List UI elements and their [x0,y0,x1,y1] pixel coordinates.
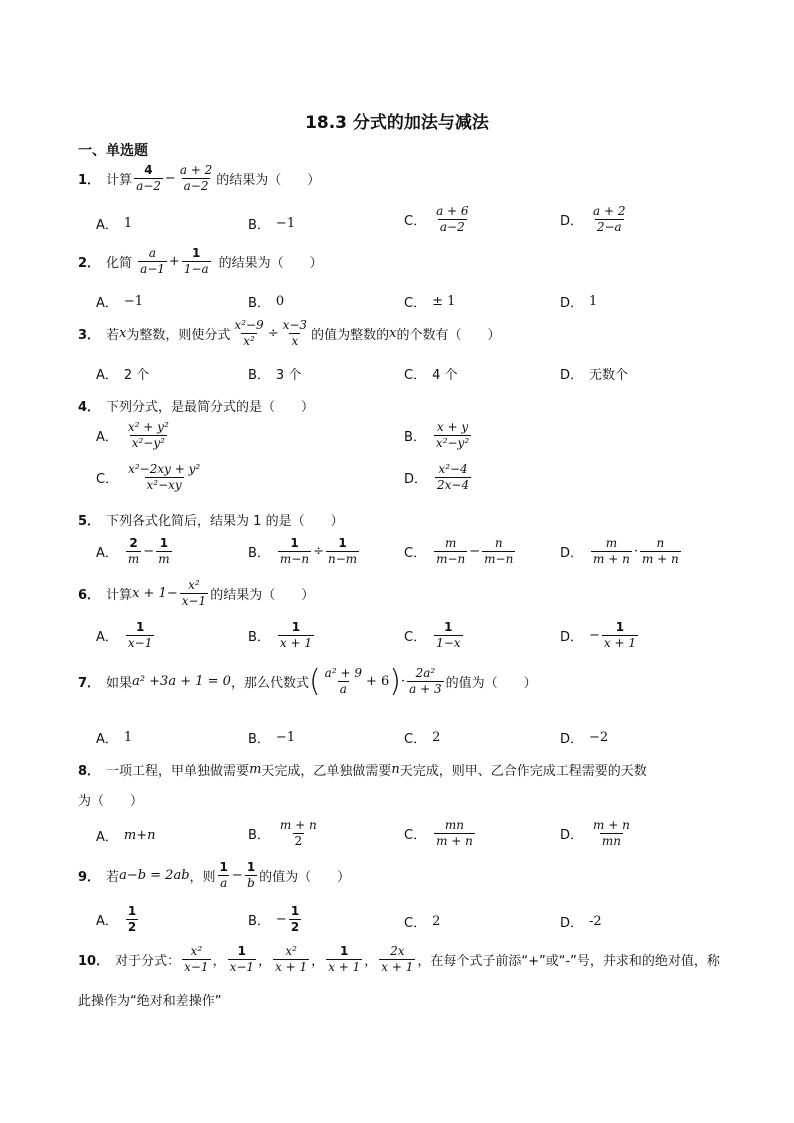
option-d[interactable]: D． -2 [560,914,602,931]
option-d[interactable]: D． x²−4 2x−4 [404,462,470,492]
question-number: 6． [78,588,101,603]
question-2: 2． 化简 a a−1 + $\frac{1}{1-a}$ 的结果为（ ） [78,246,323,276]
option-b[interactable]: B． 3 个 [248,368,302,383]
question-text: 下列分式，是最简分式的是（ ） [106,400,315,415]
option-b[interactable]: B． x + y x²−y² [404,420,470,450]
option-c[interactable]: C． 1 1−x [404,620,461,650]
option-a[interactable]: A． −1 [96,294,144,311]
option-d[interactable]: D． m m + n · n m + n [560,536,679,566]
option-d[interactable]: D． m + n mn [560,818,630,848]
question-text: 计算 [106,173,133,188]
option-c[interactable]: C． 2 [404,914,441,931]
option-c[interactable]: C． mn m + n [404,818,473,848]
question-4 [78,396,314,415]
question-number: 10． [78,954,110,969]
question-9: 9． 若 a−b = 2ab ，则 1 a − $\frac{1}{b}$ 的值为（ ） [78,860,351,890]
option-a[interactable]: A． 2 m − $\frac{1}{m}$ [96,536,170,566]
option-b[interactable]: B． −1 [248,730,296,747]
question-number: 9． [78,870,101,885]
option-c[interactable]: C． a + 6 a−2 [404,204,469,234]
option-a[interactable]: A． 1 2 [96,904,137,934]
option-a[interactable]: A． x² + y² x²−y² [96,420,169,450]
question-8: 8． 一项工程，甲单独做需要 m 天完成，乙单独做需要 n 天完成，则甲、乙合作完成工程需要的天数 [78,762,647,779]
question-number: 8． [78,764,101,779]
question-number: 4． [78,400,101,415]
option-b[interactable]: B． 0 [248,294,285,311]
option-d[interactable]: D． 无数个 [560,368,629,383]
option-d[interactable]: D． 1 [560,294,598,311]
option-c[interactable]: C． ± 1 [404,294,456,311]
option-a[interactable]: A． m+n [96,828,156,845]
question-number: 1． [78,173,101,188]
option-a[interactable]: A． 2 个 [96,368,150,383]
question-number: 2． [78,256,101,271]
question-1: 1． 计算 4 a−2 − $\frac{a + 2}{a-2}$ 的结果为（ ） [78,163,321,193]
fraction: 4 a−2 [136,163,161,193]
option-c[interactable]: C． m m−n − $\frac{n}{m-n}$ [404,536,514,566]
question-10: 10． 对于分式： x² x−1 ， 1 x−1 ， x² x + 1 ， 1 x + 1 ， 2x x + 1 ，在每个式子前添“+”或“-”号，并求和的绝对值，称 [78,944,720,974]
question-text: 下列各式化简后，结果为 1 的是（ ） [106,514,344,529]
question-text: 的结果为（ ） [216,173,321,188]
option-a[interactable]: A． 1 [96,730,133,747]
question-6: 6． 计算 x + 1− $\frac{\text{x²}}{x-1}$ 的结果为（ ） [78,578,315,608]
option-c[interactable]: C． 2 [404,730,441,747]
option-d[interactable]: D． −2 [560,730,609,747]
question-5 [78,510,344,529]
question-number: 5． [78,514,101,529]
option-d[interactable]: D． a + 2 2−a [560,204,626,234]
option-b[interactable]: B． − $\frac{1}{2}$ [248,904,300,934]
option-b[interactable]: B． 1 x + 1 [248,620,313,650]
question-text: 此操作为“绝对和差操作” [78,994,222,1009]
option-c[interactable]: C． 4 个 [404,368,458,383]
option-d[interactable]: D． − $\frac{1}{x + 1}$ [560,620,637,650]
question-text: 为（ ） [78,794,144,809]
option-c[interactable]: C． x²−2xy + y² x²−xy [96,462,201,492]
option-a[interactable]: A． 1 [96,216,133,233]
question-text: 的结果为（ ） [218,256,323,271]
section-heading: 一、单选题 [78,143,148,159]
fraction: $\frac{a + 2}{a-2}$ [179,163,213,193]
question-text: 化简 [106,256,133,271]
question-7: 7． 如果 a² +3a + 1 = 0 ，那么代数式 ( a² + 9 a + 6 ) · 2a² a + 3 的值为（ ） [78,663,537,699]
option-b[interactable]: B． m + n 2 [248,818,317,848]
option-b[interactable]: B． −1 [248,216,296,233]
option-a[interactable]: A． 1 x−1 [96,620,153,650]
question-number: 7． [78,676,101,691]
option-b[interactable]: B． $\frac{1}{m-n}$ ÷ $\frac{1}{n-m}$ [248,536,358,566]
page-title: 18.3 分式的加法与减法 [305,113,489,133]
question-number: 3． [78,328,101,343]
question-3: 3． 若 x 为整数，则使分式 $\frac{\text{x²−9}}{\text{x²}}$ ÷ $\frac{x-3}{x}$ 的值为整数的 x 的个数有（ ） [78,318,501,348]
